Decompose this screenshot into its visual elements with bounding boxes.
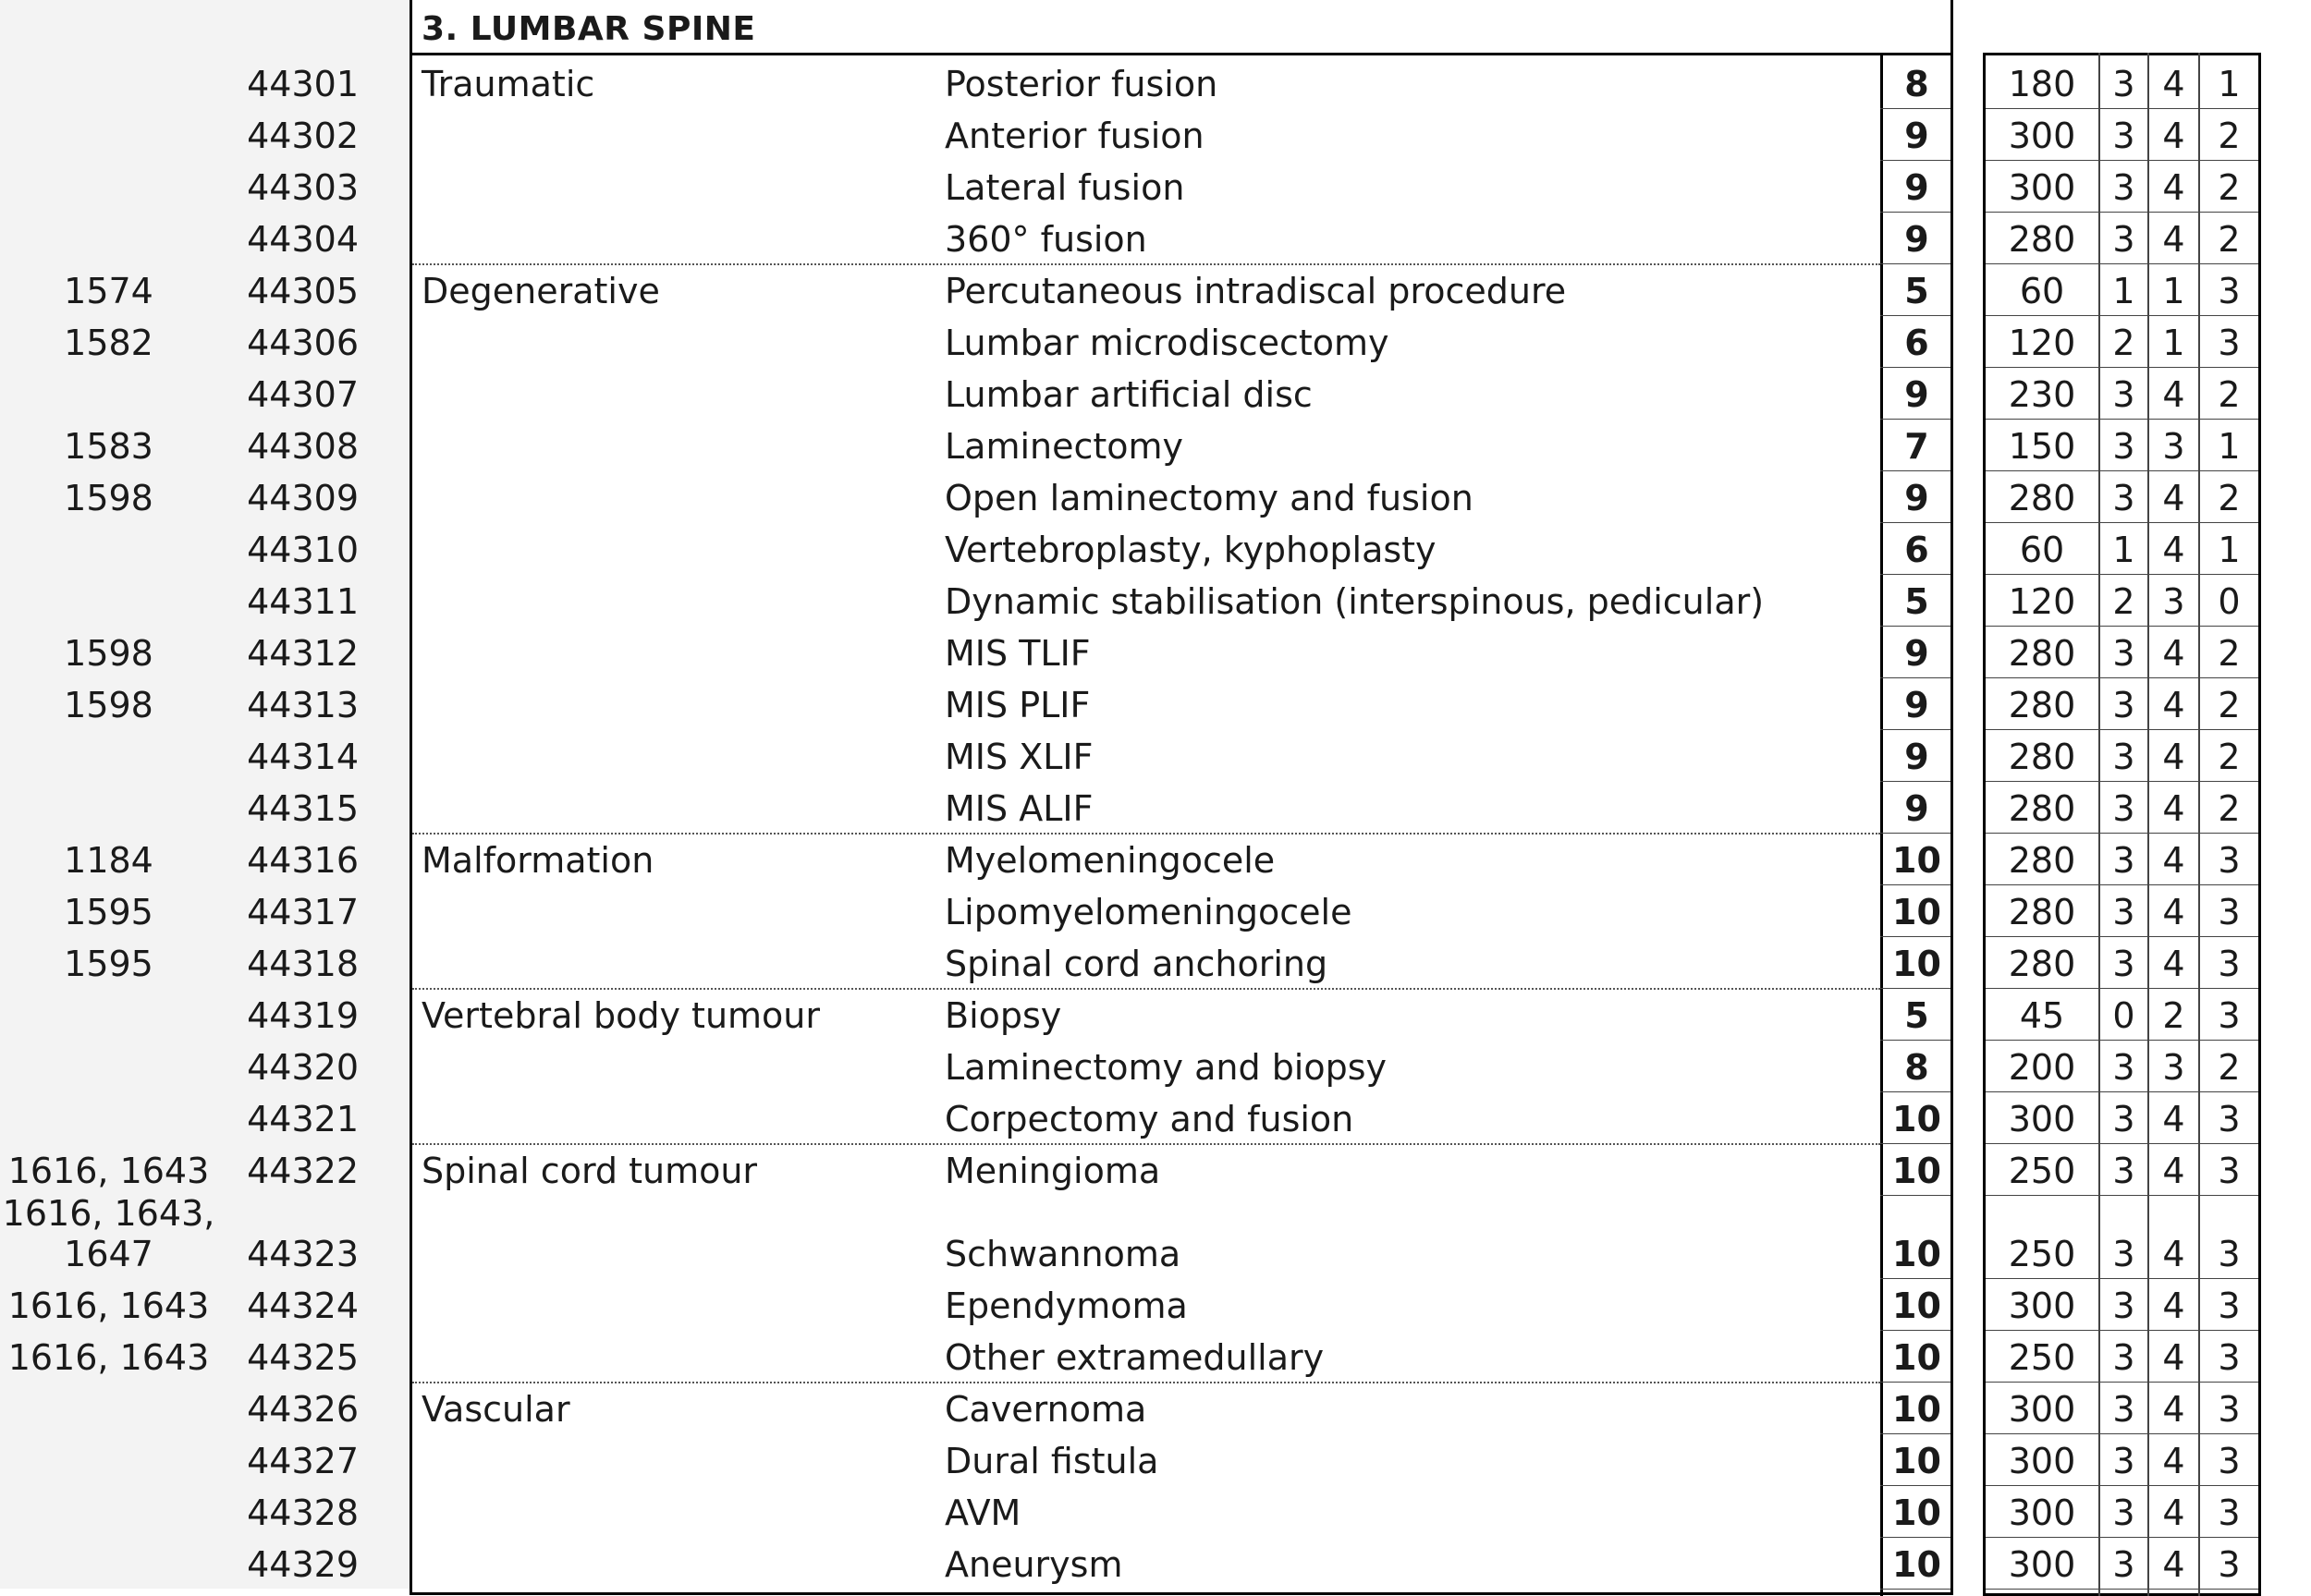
header-divider — [410, 53, 1953, 55]
procedure-category: Spinal cord tumour — [422, 1151, 758, 1191]
metric-b: 4 — [2162, 1441, 2185, 1481]
difficulty-score: 10 — [1892, 1389, 1941, 1430]
difficulty-score: 7 — [1904, 426, 1929, 467]
metric-a: 2 — [2112, 323, 2135, 363]
score-row-divider — [1880, 522, 1950, 523]
procedure-category: Vascular — [422, 1389, 570, 1430]
procedure-code: 44304 — [247, 219, 359, 260]
metric-b: 3 — [2162, 426, 2185, 467]
procedure-code: 44325 — [247, 1337, 359, 1378]
procedure-code: 44302 — [247, 116, 359, 156]
metric-b: 1 — [2162, 271, 2185, 311]
score-row-divider — [1880, 729, 1950, 730]
metric-a: 3 — [2112, 1151, 2135, 1191]
metric-c: 3 — [2218, 1151, 2241, 1191]
metrics-row-divider — [1986, 367, 2258, 368]
procedure-name: Laminectomy and biopsy — [945, 1047, 1388, 1088]
procedure-code: 44307 — [247, 374, 359, 415]
reference-number: 1583 — [64, 426, 153, 467]
metric-b: 4 — [2162, 1099, 2185, 1139]
procedure-name: MIS TLIF — [945, 633, 1091, 674]
metric-c: 3 — [2218, 1544, 2241, 1585]
metric-a: 3 — [2112, 633, 2135, 674]
metric-b: 4 — [2162, 685, 2185, 725]
metrics-row-divider — [1986, 1589, 2258, 1590]
duration-minutes: 280 — [2008, 788, 2076, 829]
procedure-name: Ependymoma — [945, 1285, 1188, 1326]
duration-minutes: 60 — [2019, 271, 2065, 311]
score-row-divider — [1880, 108, 1950, 109]
duration-minutes: 250 — [2008, 1337, 2076, 1378]
difficulty-score: 10 — [1892, 944, 1941, 984]
metrics-row-divider — [1986, 936, 2258, 937]
score-row-divider — [1880, 1330, 1950, 1331]
duration-minutes: 300 — [2008, 1441, 2076, 1481]
difficulty-score: 5 — [1904, 995, 1929, 1036]
metric-b: 2 — [2162, 995, 2185, 1036]
metric-b: 4 — [2162, 840, 2185, 881]
procedure-name: Lateral fusion — [945, 167, 1185, 208]
procedure-code: 44323 — [247, 1234, 359, 1274]
metric-c: 0 — [2218, 581, 2241, 622]
reference-number: 1598 — [64, 685, 153, 725]
difficulty-score: 9 — [1904, 737, 1929, 777]
duration-minutes: 200 — [2008, 1047, 2076, 1088]
metric-a: 3 — [2112, 1389, 2135, 1430]
metric-b: 4 — [2162, 167, 2185, 208]
procedure-name: Lumbar microdiscectomy — [945, 323, 1389, 363]
score-row-divider — [1880, 1589, 1950, 1590]
reference-number: 1598 — [64, 633, 153, 674]
metrics-row-divider — [1986, 1433, 2258, 1434]
difficulty-score: 9 — [1904, 788, 1929, 829]
score-row-divider — [1880, 677, 1950, 678]
metric-a: 3 — [2112, 167, 2135, 208]
metric-a: 1 — [2112, 530, 2135, 570]
metric-b: 4 — [2162, 64, 2185, 104]
metrics-row-divider — [1986, 884, 2258, 885]
procedure-code: 44317 — [247, 892, 359, 932]
difficulty-score: 8 — [1904, 1047, 1929, 1088]
difficulty-score: 9 — [1904, 374, 1929, 415]
metric-a: 3 — [2112, 737, 2135, 777]
metrics-row-divider — [1986, 470, 2258, 471]
difficulty-score: 10 — [1892, 892, 1941, 932]
duration-minutes: 280 — [2008, 737, 2076, 777]
procedure-name: Schwannoma — [945, 1234, 1181, 1274]
metrics-row-divider — [1986, 263, 2258, 264]
metric-a: 3 — [2112, 685, 2135, 725]
procedure-name: Corpectomy and fusion — [945, 1099, 1354, 1139]
procedure-name: Dynamic stabilisation (interspinous, pedicular) — [945, 581, 1765, 622]
metrics-row-divider — [1986, 988, 2258, 989]
reference-number: 1582 — [64, 323, 153, 363]
metric-c: 3 — [2218, 1492, 2241, 1533]
score-row-divider — [1880, 1091, 1950, 1092]
metric-b: 4 — [2162, 633, 2185, 674]
metric-b: 4 — [2162, 737, 2185, 777]
difficulty-score: 10 — [1892, 1492, 1941, 1533]
score-row-divider — [1880, 367, 1950, 368]
procedure-code: 44329 — [247, 1544, 359, 1585]
score-row-divider — [1880, 1278, 1950, 1279]
procedure-name: Other extramedullary — [945, 1337, 1325, 1378]
procedure-name: Vertebroplasty, kyphoplasty — [945, 530, 1437, 570]
difficulty-score: 10 — [1892, 1151, 1941, 1191]
metric-c: 3 — [2218, 1337, 2241, 1378]
procedure-code: 44316 — [247, 840, 359, 881]
metric-c: 3 — [2218, 892, 2241, 932]
metric-b: 4 — [2162, 1285, 2185, 1326]
metric-a: 3 — [2112, 1234, 2135, 1274]
score-row-divider — [1880, 419, 1950, 420]
metric-c: 3 — [2218, 1389, 2241, 1430]
metric-a: 3 — [2112, 1544, 2135, 1585]
metrics-row-divider — [1986, 1195, 2258, 1196]
procedure-code: 44328 — [247, 1492, 359, 1533]
procedure-code: 44305 — [247, 271, 359, 311]
metric-c: 2 — [2218, 1047, 2241, 1088]
duration-minutes: 300 — [2008, 116, 2076, 156]
procedure-name: Myelomeningocele — [945, 840, 1276, 881]
metrics-row-divider — [1986, 315, 2258, 316]
metrics-row-divider — [1986, 1278, 2258, 1279]
duration-minutes: 250 — [2008, 1234, 2076, 1274]
metrics-row-divider — [1986, 1040, 2258, 1041]
difficulty-score: 9 — [1904, 167, 1929, 208]
metric-c: 2 — [2218, 737, 2241, 777]
difficulty-score: 5 — [1904, 271, 1929, 311]
metric-a: 3 — [2112, 788, 2135, 829]
duration-minutes: 300 — [2008, 1099, 2076, 1139]
score-row-divider — [1880, 936, 1950, 937]
procedure-code: 44324 — [247, 1285, 359, 1326]
procedure-name: Posterior fusion — [945, 64, 1218, 104]
procedure-code: 44318 — [247, 944, 359, 984]
metrics-row-divider — [1986, 160, 2258, 161]
metric-b: 4 — [2162, 1337, 2185, 1378]
duration-minutes: 300 — [2008, 1544, 2076, 1585]
duration-minutes: 280 — [2008, 219, 2076, 260]
metrics-row-divider — [1986, 1091, 2258, 1092]
duration-minutes: 60 — [2019, 530, 2065, 570]
score-row-divider — [1880, 1195, 1950, 1196]
metric-c: 3 — [2218, 323, 2241, 363]
metrics-row-divider — [1986, 626, 2258, 627]
duration-minutes: 120 — [2008, 581, 2076, 622]
metric-c: 2 — [2218, 633, 2241, 674]
metrics-row-divider — [1986, 833, 2258, 834]
metric-c: 3 — [2218, 944, 2241, 984]
procedure-code: 44309 — [247, 478, 359, 518]
metric-a: 3 — [2112, 840, 2135, 881]
reference-number: 1595 — [64, 944, 153, 984]
metric-b: 4 — [2162, 116, 2185, 156]
metric-a: 3 — [2112, 64, 2135, 104]
duration-minutes: 230 — [2008, 374, 2076, 415]
metrics-row-divider — [1986, 108, 2258, 109]
procedure-code: 44322 — [247, 1151, 359, 1191]
procedure-name: Meningioma — [945, 1151, 1161, 1191]
score-row-divider — [1880, 1143, 1950, 1144]
procedure-code: 44314 — [247, 737, 359, 777]
procedure-code: 44319 — [247, 995, 359, 1036]
duration-minutes: 280 — [2008, 892, 2076, 932]
category-separator — [412, 263, 1880, 265]
metric-a: 3 — [2112, 116, 2135, 156]
duration-minutes: 300 — [2008, 167, 2076, 208]
duration-minutes: 280 — [2008, 840, 2076, 881]
difficulty-score: 6 — [1904, 323, 1929, 363]
metric-b: 4 — [2162, 788, 2185, 829]
procedure-name: 360° fusion — [945, 219, 1147, 260]
metric-a: 3 — [2112, 1492, 2135, 1533]
metrics-row-divider — [1986, 212, 2258, 213]
metrics-row-divider — [1986, 729, 2258, 730]
difficulty-score: 10 — [1892, 1544, 1941, 1585]
duration-minutes: 300 — [2008, 1285, 2076, 1326]
difficulty-score: 10 — [1892, 1337, 1941, 1378]
difficulty-score: 9 — [1904, 685, 1929, 725]
procedure-code: 44320 — [247, 1047, 359, 1088]
procedure-name: MIS XLIF — [945, 737, 1094, 777]
procedure-code: 44310 — [247, 530, 359, 570]
duration-minutes: 280 — [2008, 633, 2076, 674]
metric-a: 3 — [2112, 1285, 2135, 1326]
metric-a: 0 — [2112, 995, 2135, 1036]
difficulty-score: 5 — [1904, 581, 1929, 622]
duration-minutes: 280 — [2008, 944, 2076, 984]
metric-a: 3 — [2112, 219, 2135, 260]
metric-c: 2 — [2218, 788, 2241, 829]
metric-c: 1 — [2218, 426, 2241, 467]
metric-a: 3 — [2112, 1099, 2135, 1139]
procedure-code: 44313 — [247, 685, 359, 725]
metric-a: 1 — [2112, 271, 2135, 311]
metric-c: 3 — [2218, 1441, 2241, 1481]
procedure-category: Malformation — [422, 840, 654, 881]
metric-c: 3 — [2218, 840, 2241, 881]
procedure-code: 44327 — [247, 1441, 359, 1481]
metric-c: 3 — [2218, 995, 2241, 1036]
category-separator — [412, 833, 1880, 835]
metric-c: 3 — [2218, 1234, 2241, 1274]
category-separator — [412, 1143, 1880, 1145]
score-row-divider — [1880, 574, 1950, 575]
reference-number: 1616, 1643 — [7, 1285, 210, 1326]
procedure-category: Vertebral body tumour — [422, 995, 821, 1036]
procedure-code: 44306 — [247, 323, 359, 363]
procedure-code: 44321 — [247, 1099, 359, 1139]
score-row-divider — [1880, 1040, 1950, 1041]
score-row-divider — [1880, 1537, 1950, 1538]
metric-b: 4 — [2162, 374, 2185, 415]
score-row-divider — [1880, 1433, 1950, 1434]
metric-a: 3 — [2112, 374, 2135, 415]
metric-a: 3 — [2112, 892, 2135, 932]
procedure-name: Aneurysm — [945, 1544, 1123, 1585]
procedure-name: Lumbar artificial disc — [945, 374, 1313, 415]
score-row-divider — [1880, 263, 1950, 264]
procedure-name: Laminectomy — [945, 426, 1184, 467]
metric-b: 4 — [2162, 1234, 2185, 1274]
difficulty-score: 10 — [1892, 1441, 1941, 1481]
duration-minutes: 250 — [2008, 1151, 2076, 1191]
difficulty-score: 9 — [1904, 633, 1929, 674]
metric-a: 3 — [2112, 478, 2135, 518]
reference-number: 1647 — [64, 1234, 153, 1274]
duration-minutes: 300 — [2008, 1389, 2076, 1430]
metric-a: 2 — [2112, 581, 2135, 622]
procedure-name: Open laminectomy and fusion — [945, 478, 1473, 518]
reference-number: 1616, 1643, — [2, 1193, 215, 1234]
metric-b: 4 — [2162, 892, 2185, 932]
metric-a: 3 — [2112, 426, 2135, 467]
procedure-name: Spinal cord anchoring — [945, 944, 1328, 984]
metrics-row-divider — [1986, 677, 2258, 678]
procedure-name: MIS ALIF — [945, 788, 1094, 829]
metric-a: 3 — [2112, 944, 2135, 984]
procedure-name: Anterior fusion — [945, 116, 1204, 156]
metric-c: 2 — [2218, 219, 2241, 260]
score-row-divider — [1880, 781, 1950, 782]
score-row-divider — [1880, 315, 1950, 316]
metric-c: 3 — [2218, 271, 2241, 311]
score-row-divider — [1880, 626, 1950, 627]
score-row-divider — [1880, 833, 1950, 834]
metric-b: 4 — [2162, 219, 2185, 260]
procedure-name: AVM — [945, 1492, 1021, 1533]
metric-b: 4 — [2162, 1544, 2185, 1585]
difficulty-score: 10 — [1892, 1099, 1941, 1139]
procedure-code: 44315 — [247, 788, 359, 829]
metric-c: 2 — [2218, 167, 2241, 208]
metric-c: 2 — [2218, 374, 2241, 415]
duration-minutes: 150 — [2008, 426, 2076, 467]
difficulty-score: 10 — [1892, 1285, 1941, 1326]
procedure-code: 44303 — [247, 167, 359, 208]
metric-c: 2 — [2218, 685, 2241, 725]
duration-minutes: 45 — [2019, 995, 2065, 1036]
procedure-name: Percutaneous intradiscal procedure — [945, 271, 1567, 311]
procedure-name: Cavernoma — [945, 1389, 1147, 1430]
procedure-name: Lipomyelomeningocele — [945, 892, 1352, 932]
metric-a: 3 — [2112, 1337, 2135, 1378]
metric-b: 4 — [2162, 944, 2185, 984]
metric-b: 4 — [2162, 1492, 2185, 1533]
metric-c: 1 — [2218, 530, 2241, 570]
procedure-code: 44308 — [247, 426, 359, 467]
section-title: 3. LUMBAR SPINE — [422, 10, 756, 48]
procedure-code: 44326 — [247, 1389, 359, 1430]
difficulty-score: 8 — [1904, 64, 1929, 104]
difficulty-score: 9 — [1904, 219, 1929, 260]
score-row-divider — [1880, 160, 1950, 161]
metric-b: 4 — [2162, 1389, 2185, 1430]
metric-b: 4 — [2162, 1151, 2185, 1191]
metric-c: 1 — [2218, 64, 2241, 104]
reference-number: 1595 — [64, 892, 153, 932]
difficulty-score: 6 — [1904, 530, 1929, 570]
metric-c: 3 — [2218, 1099, 2241, 1139]
score-row-divider — [1880, 212, 1950, 213]
duration-minutes: 120 — [2008, 323, 2076, 363]
reference-number: 1598 — [64, 478, 153, 518]
duration-minutes: 180 — [2008, 64, 2076, 104]
procedure-code: 44311 — [247, 581, 359, 622]
score-row-divider — [1880, 988, 1950, 989]
procedure-code: 44312 — [247, 633, 359, 674]
metric-a: 3 — [2112, 1047, 2135, 1088]
difficulty-score: 10 — [1892, 840, 1941, 881]
metric-b: 3 — [2162, 581, 2185, 622]
reference-number: 1616, 1643 — [7, 1337, 210, 1378]
metric-b: 1 — [2162, 323, 2185, 363]
reference-number: 1616, 1643 — [7, 1151, 210, 1191]
metric-a: 3 — [2112, 1441, 2135, 1481]
metrics-row-divider — [1986, 1382, 2258, 1383]
metrics-row-divider — [1986, 419, 2258, 420]
procedure-name: Dural fistula — [945, 1441, 1159, 1481]
score-row-divider — [1880, 1382, 1950, 1383]
reference-number: 1574 — [64, 271, 153, 311]
procedure-category: Degenerative — [422, 271, 660, 311]
reference-number: 1184 — [64, 840, 153, 881]
score-row-divider — [1880, 884, 1950, 885]
duration-minutes: 280 — [2008, 685, 2076, 725]
procedure-name: Biopsy — [945, 995, 1062, 1036]
procedure-category: Traumatic — [422, 64, 595, 104]
metric-c: 3 — [2218, 1285, 2241, 1326]
metric-c: 2 — [2218, 116, 2241, 156]
metric-b: 4 — [2162, 530, 2185, 570]
metrics-row-divider — [1986, 1537, 2258, 1538]
procedure-code: 44301 — [247, 64, 359, 104]
difficulty-score: 10 — [1892, 1234, 1941, 1274]
metrics-row-divider — [1986, 1485, 2258, 1486]
duration-minutes: 300 — [2008, 1492, 2076, 1533]
score-row-divider — [1880, 470, 1950, 471]
metrics-row-divider — [1986, 781, 2258, 782]
difficulty-score: 9 — [1904, 116, 1929, 156]
metrics-row-divider — [1986, 1330, 2258, 1331]
difficulty-score: 9 — [1904, 478, 1929, 518]
score-row-divider — [1880, 1485, 1950, 1486]
metric-c: 2 — [2218, 478, 2241, 518]
duration-minutes: 280 — [2008, 478, 2076, 518]
metrics-row-divider — [1986, 574, 2258, 575]
metrics-row-divider — [1986, 1143, 2258, 1144]
procedure-name: MIS PLIF — [945, 685, 1091, 725]
metric-b: 4 — [2162, 478, 2185, 518]
metric-b: 3 — [2162, 1047, 2185, 1088]
metrics-row-divider — [1986, 522, 2258, 523]
category-separator — [412, 1382, 1880, 1383]
category-separator — [412, 988, 1880, 990]
